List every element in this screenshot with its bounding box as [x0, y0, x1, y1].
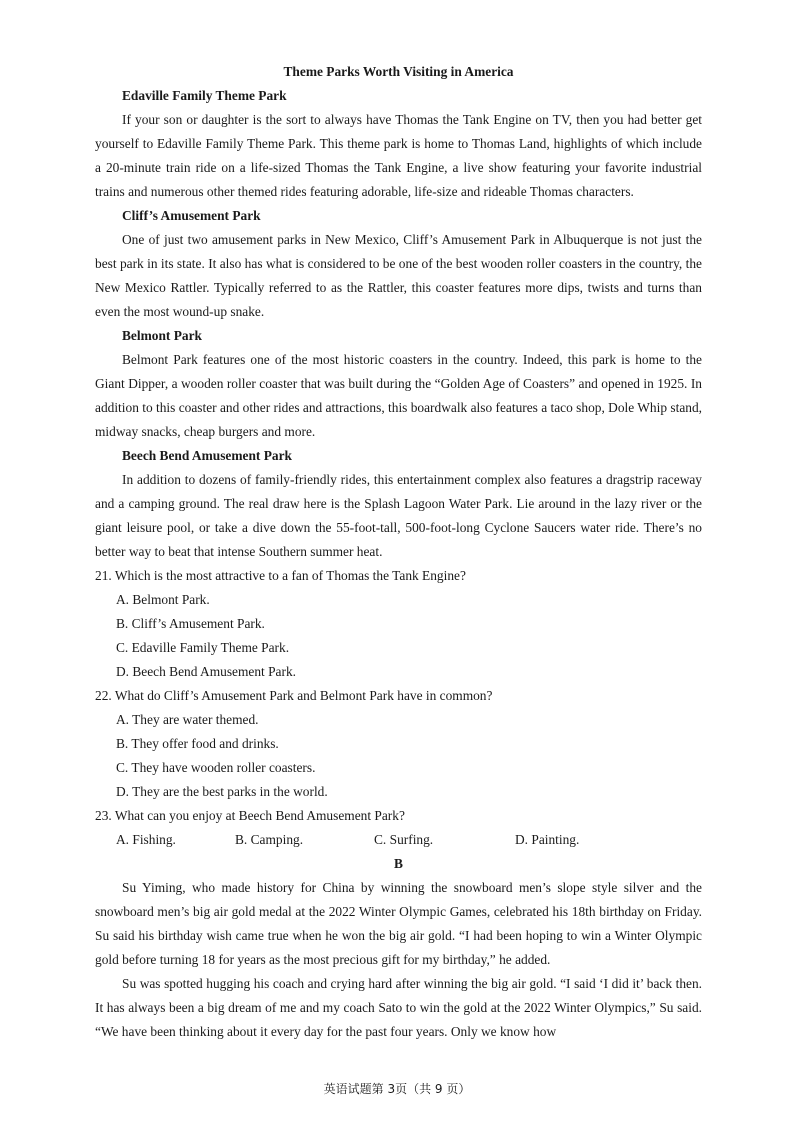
question-21-option-b: B. Cliff’s Amusement Park. — [116, 616, 265, 631]
document-page — [95, 60, 702, 1044]
question-23: 23. What can you enjoy at Beech Bend Amusement Park? — [95, 808, 405, 823]
park-paragraph-cliffs: One of just two amusement parks in New Mexico, Cliff’s Amusement Park in Albuquerque is not just the best park in its state. It also has what is considered to be one of the best wooden roller coasters in the country, the New Mexico Rattler. Typically referred to as the Rattler, this coaster features more dips, twists and turns than even the most wound-up snake. — [95, 232, 702, 319]
section-b-paragraph-1: Su Yiming, who made history for China by winning the snowboard men’s slope style silver and the snowboard men’s big air gold medal at the 2022 Winter Olympic Games, celebrated his 18th birthday on Friday. Su said his birthday wish came true when he won the big air gold. “I had been hoping to win a Winter Olympic gold before turning 18 for years as the most precious gift for my birthday,” he added. — [95, 880, 702, 967]
question-23-option-b: B. Camping. — [235, 832, 304, 847]
question-23-option-d: D. Painting. — [515, 832, 580, 847]
question-21-option-d: D. Beech Bend Amusement Park. — [116, 664, 296, 679]
question-23-options — [95, 828, 702, 852]
question-22-option-b: B. They offer food and drinks. — [116, 736, 279, 751]
question-21-option-a: A. Belmont Park. — [116, 592, 210, 607]
question-22-option-c: C. They have wooden roller coasters. — [116, 760, 316, 775]
question-21: 21. Which is the most attractive to a fan of Thomas the Tank Engine? — [95, 568, 466, 583]
section-b-label: B — [394, 856, 403, 871]
park-heading-edaville: Edaville Family Theme Park — [122, 88, 287, 103]
park-paragraph-edaville: If your son or daughter is the sort to always have Thomas the Tank Engine on TV, then you had better get yourself to Edaville Family Theme Park. This theme park is home to Thomas Land, highlights of which include a 20-minute train ride on a life-sized Thomas the Tank Engine, a live show featuring your favorite industrial trains and numerous other themed rides featuring adorable, life-size and rideable Thomas characters. — [95, 112, 702, 199]
section-b-paragraph-2: Su was spotted hugging his coach and crying hard after winning the big air gold. “I said ‘I did it’ back then. It has always been a big dream of me and my coach Sato to win the gold at the 2022 Winter Olympics,” Su said. “We have been thinking about it every day for the past four years. Only we know how — [95, 976, 702, 1039]
question-22: 22. What do Cliff’s Amusement Park and Belmont Park have in common? — [95, 688, 493, 703]
park-heading-belmont: Belmont Park — [122, 328, 202, 343]
question-22-option-a: A. They are water themed. — [116, 712, 259, 727]
question-23-option-a: A. Fishing. — [116, 832, 176, 847]
question-21-option-c: C. Edaville Family Theme Park. — [116, 640, 290, 655]
park-heading-cliffs: Cliff’s Amusement Park — [122, 208, 261, 223]
page-footer: 英语试题第 3页（共 9 页） — [323, 1082, 471, 1096]
question-23-option-c: C. Surfing. — [374, 832, 434, 847]
question-22-option-d: D. They are the best parks in the world. — [116, 784, 328, 799]
park-paragraph-belmont: Belmont Park features one of the most historic coasters in the country. Indeed, this park is home to the Giant Dipper, a wooden roller coaster that was built during the “Golden Age of Coasters” and opened in 1925. In addition to this coaster and other rides and attractions, this boardwalk also features a taco shop, Dole Whip stand, midway snacks, cheap burgers and more. — [95, 352, 703, 439]
park-paragraph-beech-bend: In addition to dozens of family-friendly rides, this entertainment complex also features a dragstrip raceway and a camping ground. The real draw here is the Splash Lagoon Water Park. Lie around in the lazy river or the giant leisure pool, or take a dive down the 55-foot-tall, 500-foot-long Cyclone Saucers water ride. There’s no better way to beat that intense Southern summer heat. — [95, 472, 702, 559]
park-heading-beech-bend: Beech Bend Amusement Park — [122, 448, 292, 463]
article-title: Theme Parks Worth Visiting in America — [283, 64, 514, 79]
